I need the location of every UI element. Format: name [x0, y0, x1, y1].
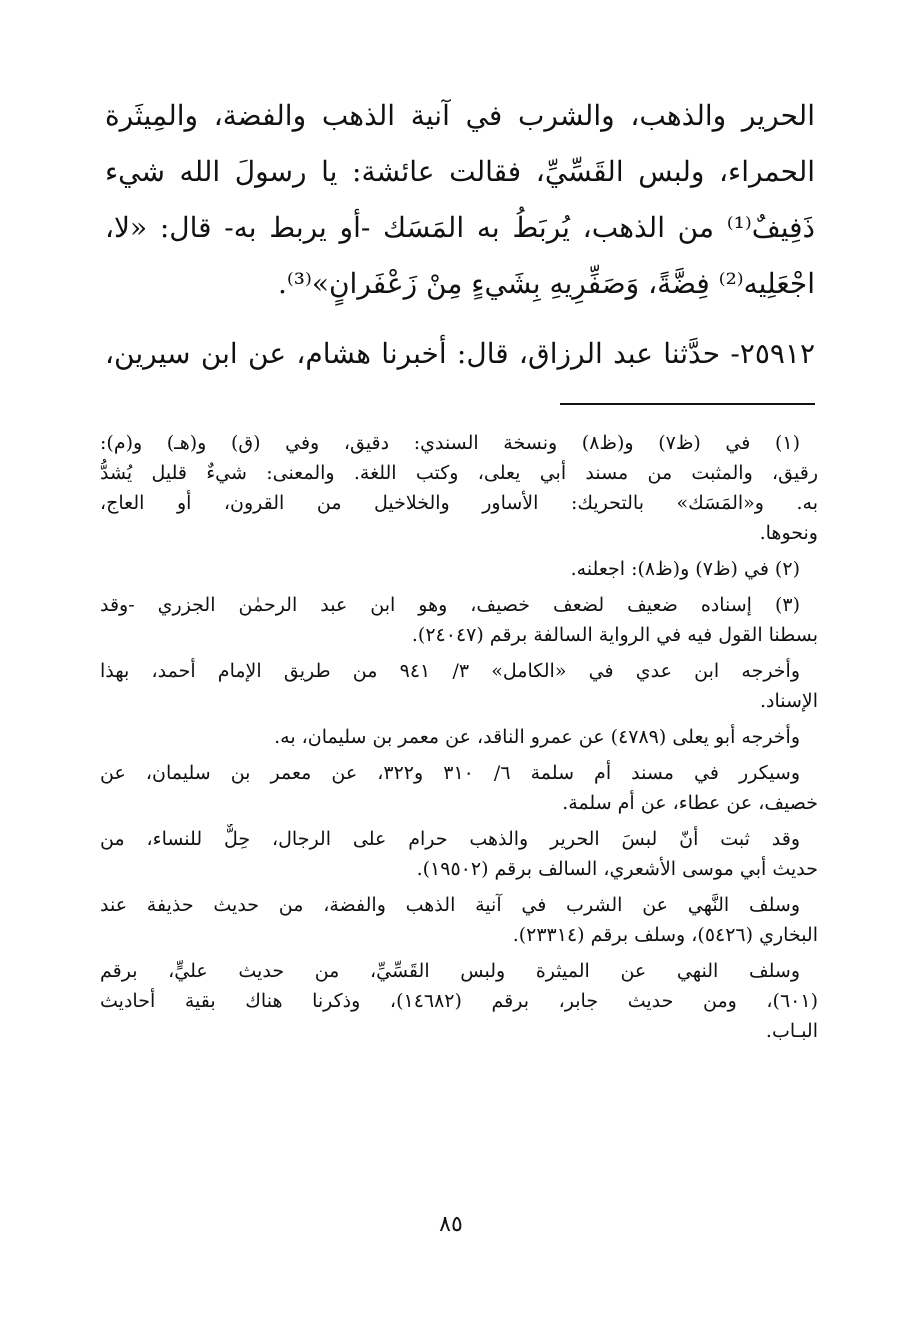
footnote-3-cont-6 — [100, 956, 818, 1046]
footnote-3-cont-4 — [100, 824, 818, 884]
main-text-line-1: الحرير والذهب، والشرب في آنية الذهب والفضة، والمِيثَرة — [105, 99, 815, 132]
footnote-3-cont-3 — [100, 758, 818, 818]
footnote-line: وأخرجه ابن عدي في «الكامل» ٣/ ٩٤١ من طريق الإمام أحمد، بهذا — [100, 660, 800, 682]
footnote-3 — [100, 590, 818, 650]
footnote-line: (٣) إسناده ضعيف لضعف خصيف، وهو ابن عبد الرحمٰن الجزري -وقد — [100, 594, 800, 616]
footnote-line: (١) في (ظ٧) و(ظ٨) ونسخة السندي: دقيق، وفي (ق) و(هـ) و(م): — [100, 432, 800, 454]
hadith-25912-opening: ٢٥٩١٢- حدَّثنا عبد الرزاق، قال: أخبرنا هشام، عن ابن سيرين، — [105, 337, 815, 370]
footnote-line: البخاري (٥٤٢٦)، وسلف برقم (٢٣٣١٤). — [512, 924, 818, 946]
footnote-line: وسيكرر في مسند أم سلمة ٦/ ٣١٠ و٣٢٢، عن معمر بن سليمان، عن — [100, 762, 801, 784]
footnote-line: (٢) في (ظ٧) و(ظ٨): اجعلنه. — [570, 558, 800, 580]
footnote-2 — [100, 554, 818, 584]
footnote-line: بسطنا القول فيه في الرواية السالفة برقم (٢٤٠٤٧). — [411, 624, 818, 646]
footnote-line: رقيق، والمثبت من مسند أبي يعلى، وكتب اللغة. والمعنى: شيءٌ قليل يُشدُّ — [100, 462, 818, 484]
footnote-line: حديث أبي موسى الأشعري، السالف برقم (١٩٥٠٢). — [416, 858, 818, 880]
footnote-line: ونحوها. — [759, 522, 818, 544]
footnote-3-cont-5 — [100, 890, 818, 950]
main-text — [105, 88, 815, 382]
main-text-line-2: الحمراء، ولبس القَسِّيِّ، فقالت عائشة: يا رسولَ الله شيء — [105, 155, 815, 188]
footnote-3-cont-2 — [100, 722, 818, 752]
main-text-line-4: اجْعَلِيه⁽²⁾ فِضَّةً، وَصَفِّرِيهِ بِشَيءٍ مِنْ زَعْفَرانٍ»⁽³⁾. — [277, 267, 815, 300]
footnote-line: به. و«المَسَك» بالتحريك: الأساور والخلاخيل من القرون، أو العاج، — [100, 492, 818, 514]
footnote-1 — [100, 428, 818, 548]
footnote-line: وسلف النَّهي عن الشرب في آنية الذهب والفضة، من حديث حذيفة عند — [100, 894, 800, 916]
footnote-line: (٦٠١)، ومن حديث جابر، برقم (١٤٦٨٢)، وذكرنا هناك بقية أحاديث — [100, 990, 818, 1012]
footnote-line: الإسناد. — [759, 690, 818, 712]
main-text-line-3: ذَفِيفٌ⁽¹⁾ من الذهب، يُربَطُ به المَسَك -أو يربط به- قال: «لا، — [105, 211, 815, 244]
page-number: ٨٥ — [439, 1212, 463, 1237]
footnote-3-cont-1 — [100, 656, 818, 716]
footnotes — [100, 428, 818, 1052]
footnote-line: البـاب. — [765, 1020, 818, 1042]
footnote-line: وأخرجه أبو يعلى (٤٧٨٩) عن عمرو الناقد، عن معمر بن سليمان، به. — [274, 726, 800, 748]
footnote-line: خصيف، عن عطاء، عن أم سلمة. — [562, 792, 818, 814]
footnote-line: وقد ثبت أنّ لبسَ الحرير والذهب حرام على الرجال، حِلٌّ للنساء، من — [100, 828, 800, 850]
footnote-line: وسلف النهي عن الميثرة ولبس القَسِّيِّ، من حديث عليٍّ، برقم — [100, 960, 800, 982]
footnote-separator — [560, 403, 815, 405]
